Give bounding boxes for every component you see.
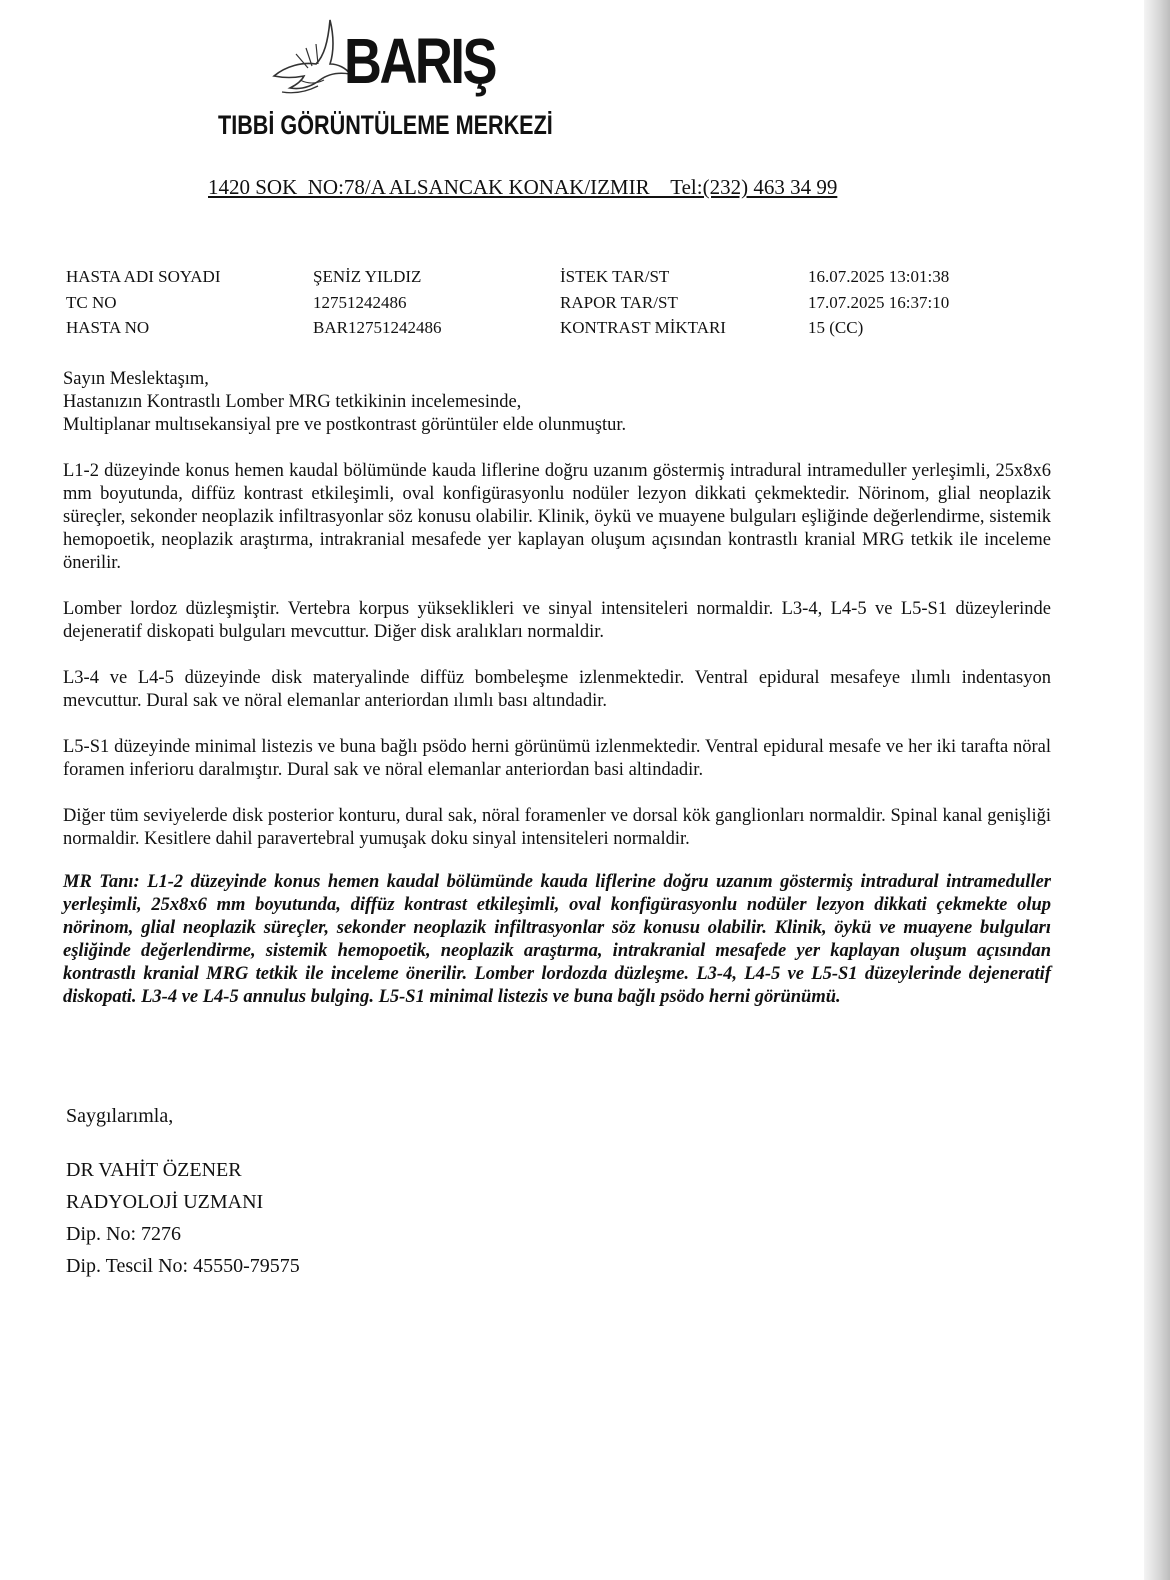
report-paragraph: L5-S1 düzeyinde minimal listezis ve buna bağlı psödo herni görünümü izlenmektedir. Ventral epidural mesafe ve her iki tarafta nöral foramen inferioru daralmıştır. Dural sak ve nöral elemanlar anteriordan basi altindadir. (63, 737, 1051, 780)
logo-name: BARIŞ (344, 25, 495, 97)
info-label: TC NO (66, 292, 117, 312)
signoff-block (66, 1100, 300, 1282)
doctor-title: RADYOLOJİ UZMANI (66, 1191, 264, 1213)
logo (272, 14, 502, 108)
page-edge-shadow (1144, 0, 1170, 1580)
greeting-line: Hastanızın Kontrastlı Lomber MRG tetkikinin incelemesinde, (63, 392, 522, 412)
info-value: 12751242486 (313, 292, 407, 312)
info-label: İSTEK TAR/ST (560, 267, 670, 286)
info-label: RAPOR TAR/ST (560, 292, 678, 312)
greeting-line: Sayın Meslektaşım, (63, 369, 209, 389)
greeting-line: Multiplanar multısekansiyal pre ve postkontrast görüntüler elde olunmuştur. (63, 415, 627, 435)
info-label: KONTRAST MİKTARI (560, 318, 726, 337)
report-paragraph: Lomber lordoz düzleşmiştir. Vertebra korpus yükseklikleri ve sinyal intensiteleri normaldir. L3-4, L4-5 ve L5-S1 düzeylerinde dejeneratif diskopati bulguları mevcuttur. Diğer disk aralıkları normaldir. (63, 599, 1051, 642)
info-value: BAR12751242486 (313, 318, 442, 337)
info-value: ŞENİZ YILDIZ (313, 267, 422, 286)
info-value: 17.07.2025 16:37:10 (808, 292, 950, 312)
info-label: HASTA NO (66, 318, 150, 337)
report-paragraph: L3-4 ve L4-5 düzeyinde disk materyalinde diffüz bombeleşme izlenmektedir. Ventral epidural mesafeye ılımlı indentasyon mevcuttur. Dural sak ve nöral elemanlar anteriordan ılımlı bası altındadir. (63, 668, 1051, 711)
diploma-registry: Dip. Tescil No: 45550-79575 (66, 1255, 300, 1277)
dove-icon (272, 14, 352, 108)
doctor-name: DR VAHİT ÖZENER (66, 1159, 242, 1181)
address-line: 1420 SOK NO:78/A ALSANCAK KONAK/IZMIR Tel:(232) 463 34 99 (208, 175, 838, 199)
diagnosis-paragraph: MR Tanı: L1-2 düzeyinde konus hemen kaudal bölümünde kauda liflerine doğru uzanım göstermiş intradural intrameduller yerleşimli, 25x8x6 mm boyutunda, diffüz kontrast etkileşimli, oval konfigürasyonlu nodüler lezyon dikkati çekmekte olup nörinom, glial neoplazik süreçler, sekonder neoplazik infiltrasyonlar söz konusu olabilir. Klinik, öykü ve muayene bulguları eşliğinde değerlendirme, sistemik hemopoetik, neoplazik araştırma, intrakranial mesafede yer kaplayan oluşum açısından kontrastlı kranial MRG tetkik ile inceleme önerilir. Lomber lordozda düzleşme. L3-4, L4-5 ve L5-S1 düzeylerinde dejeneratif diskopati. L3-4 ve L4-5 annulus bulging. L5-S1 minimal listezis ve buna bağlı psödo herni görünümü. (63, 872, 1051, 1007)
report-paragraph: L1-2 düzeyinde konus hemen kaudal bölümünde kauda liflerine doğru uzanım göstermiş intradural intrameduller yerleşimli, 25x8x6 mm boyutunda, diffüz kontrast etkileşimli, oval konfigürasyonlu nodüler lezyon dikkati çekmektedir. Nörinom, glial neoplazik süreçler, sekonder neoplazik infiltrasyonlar söz konusu olabilir. Klinik, öykü ve muayene bulguları eşliğinde değerlendirme, sistemik hemopoetik, neoplazik araştırma, intrakranial mesafede yer kaplayan oluşum açısından kontrastlı kranial MRG tetkik ile inceleme önerilir. (63, 461, 1051, 573)
info-value: 15 (CC) (808, 318, 864, 337)
report-paragraph: Diğer tüm seviyelerde disk posterior konturu, dural sak, nöral foramenler ve dorsal kök ganglionları normaldir. Spinal kanal genişliği normaldir. Kesitlere dahil paravertebral yumuşak doku sinyal intensiteleri normaldir. (63, 806, 1051, 849)
greeting-block (63, 368, 1051, 437)
closing-text: Saygılarımla, (66, 1105, 174, 1127)
info-value: 16.07.2025 13:01:38 (808, 267, 950, 286)
diploma-number: Dip. No: 7276 (66, 1223, 181, 1245)
report-body (63, 368, 1051, 1009)
info-label: HASTA ADI SOYADI (66, 267, 221, 286)
logo-subtitle: TIBBİ GÖRÜNTÜLEME MERKEZİ (218, 110, 553, 140)
